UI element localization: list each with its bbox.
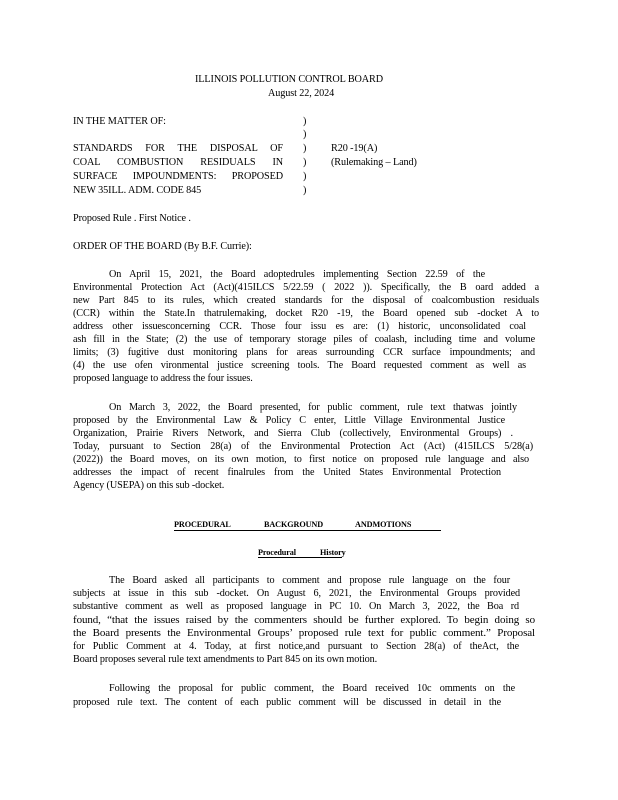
- paragraph-line: (2022)) the Board moves, on its own motion, to first notice on proposed rule language and also: [73, 454, 529, 465]
- paragraph-line: (CCR) within the State.In thatrulemaking, docket R20 -19, the Board opened sub -docket A to: [73, 308, 539, 319]
- paragraph-line: Organization, Prairie Rivers Network, and Sierra Club (collectively, Environmental Groups) .: [73, 428, 513, 439]
- in-the-matter-of: IN THE MATTER OF:: [73, 116, 166, 127]
- paragraph-line: subjects at issue in this sub -docket. On August 6, 2021, the Environmental Groups provided: [73, 588, 520, 599]
- caption-paren: ): [303, 185, 307, 196]
- rulemaking-type: (Rulemaking – Land): [331, 157, 417, 168]
- order-line: ORDER OF THE BOARD (By B.F. Currie):: [73, 241, 252, 252]
- paragraph-line: Board proposes several rule text amendments to Part 845 on its own motion.: [73, 654, 378, 665]
- board-name: ILLINOIS POLLUTION CONTROL BOARD: [195, 74, 383, 85]
- document-date: August 22, 2024: [268, 88, 335, 99]
- paragraph-line: proposed rule text. The content of each public comment will be discussed in detail in the: [73, 697, 501, 708]
- paragraph-line-quote: the Board presents the Environmental Groups’ proposed rule text for public comment.” Proposal: [73, 627, 535, 639]
- paragraph-line: substantive comment as well as proposed language in PC 10. On March 3, 2022, the Boa rd: [73, 601, 519, 612]
- paragraph-line: for Public Comment at 4. Today, at first notice,and pursuant to Section 28(a) of theAct, the: [73, 641, 519, 652]
- rule-label: Proposed Rule . First Notice .: [73, 213, 191, 224]
- paragraph-line: address other issuesconcerning CCR. Those four issu es are: (1) historic, unconsolidated coal: [73, 321, 526, 332]
- heading-procedural: PROCEDURAL: [174, 520, 231, 529]
- paragraph-line: Agency (USEPA) on this sub -docket.: [73, 480, 225, 491]
- caption-title-line: COAL COMBUSTION RESIDUALS IN: [73, 157, 283, 168]
- paragraph-line: On March 3, 2022, the Board presented, for public comment, rule text thatwas jointly: [109, 402, 517, 413]
- paragraph-line: (4) the use ofen vironmental justice screening tools. The Board requested comment as well as: [73, 360, 526, 371]
- subheading-history: History: [320, 548, 346, 557]
- heading-andmotions: ANDMOTIONS: [355, 520, 412, 529]
- paragraph-line: limits; (3) fugitive dust monitoring plans for areas surrounding CCR surface impoundments; and: [73, 347, 535, 358]
- paragraph-line: Following the proposal for public comment, the Board received 10c omments on the: [109, 683, 515, 694]
- paragraph-line: On April 15, 2021, the Board adoptedrules implementing Section 22.59 of the: [109, 269, 485, 280]
- paragraph-line: Environmental Protection Act (Act)(415ILCS 5/22.59 ( 2022 )). Specifically, the B oard added a: [73, 282, 539, 293]
- caption-title-line: SURFACE IMPOUNDMENTS: PROPOSED: [73, 171, 283, 182]
- paragraph-line: ash fill in the State; (2) the use of temporary storage piles of coalash, including time and volume: [73, 334, 535, 345]
- paragraph-line: proposed by the Environmental Law & Policy C enter, Little Village Environmental Justice: [73, 415, 505, 426]
- caption-title-line: NEW 35ILL. ADM. CODE 845: [73, 185, 202, 196]
- subheading-procedural: Procedural: [258, 548, 296, 557]
- heading-underline: [174, 530, 441, 531]
- caption-paren: ): [303, 157, 307, 168]
- paragraph-line-quote: found, “that the issues raised by the commenters should be further explored. To begin doing so: [73, 614, 535, 626]
- paragraph-line: Today, pursuant to Section 28(a) of the Environmental Protection Act (Act) (415ILCS 5/28(a): [73, 441, 533, 452]
- paragraph-line: proposed language to address the four issues.: [73, 373, 253, 384]
- docket-number: R20 -19(A): [331, 143, 378, 154]
- caption-paren: ): [303, 116, 307, 127]
- paragraph-line: The Board asked all participants to comment and propose rule language on the four: [109, 575, 510, 586]
- subheading-underline: [258, 557, 342, 558]
- paragraph-line: addresses the impact of recent finalrules from the United States Environmental Protection: [73, 467, 501, 478]
- heading-background: BACKGROUND: [264, 520, 324, 529]
- paragraph-line: new Part 845 to its rules, which created standards for the disposal of coalcombustion residuals: [73, 295, 539, 306]
- caption-paren: ): [303, 143, 307, 154]
- caption-paren: ): [303, 129, 307, 140]
- caption-title-line: STANDARDS FOR THE DISPOSAL OF: [73, 143, 283, 154]
- caption-paren: ): [303, 171, 307, 182]
